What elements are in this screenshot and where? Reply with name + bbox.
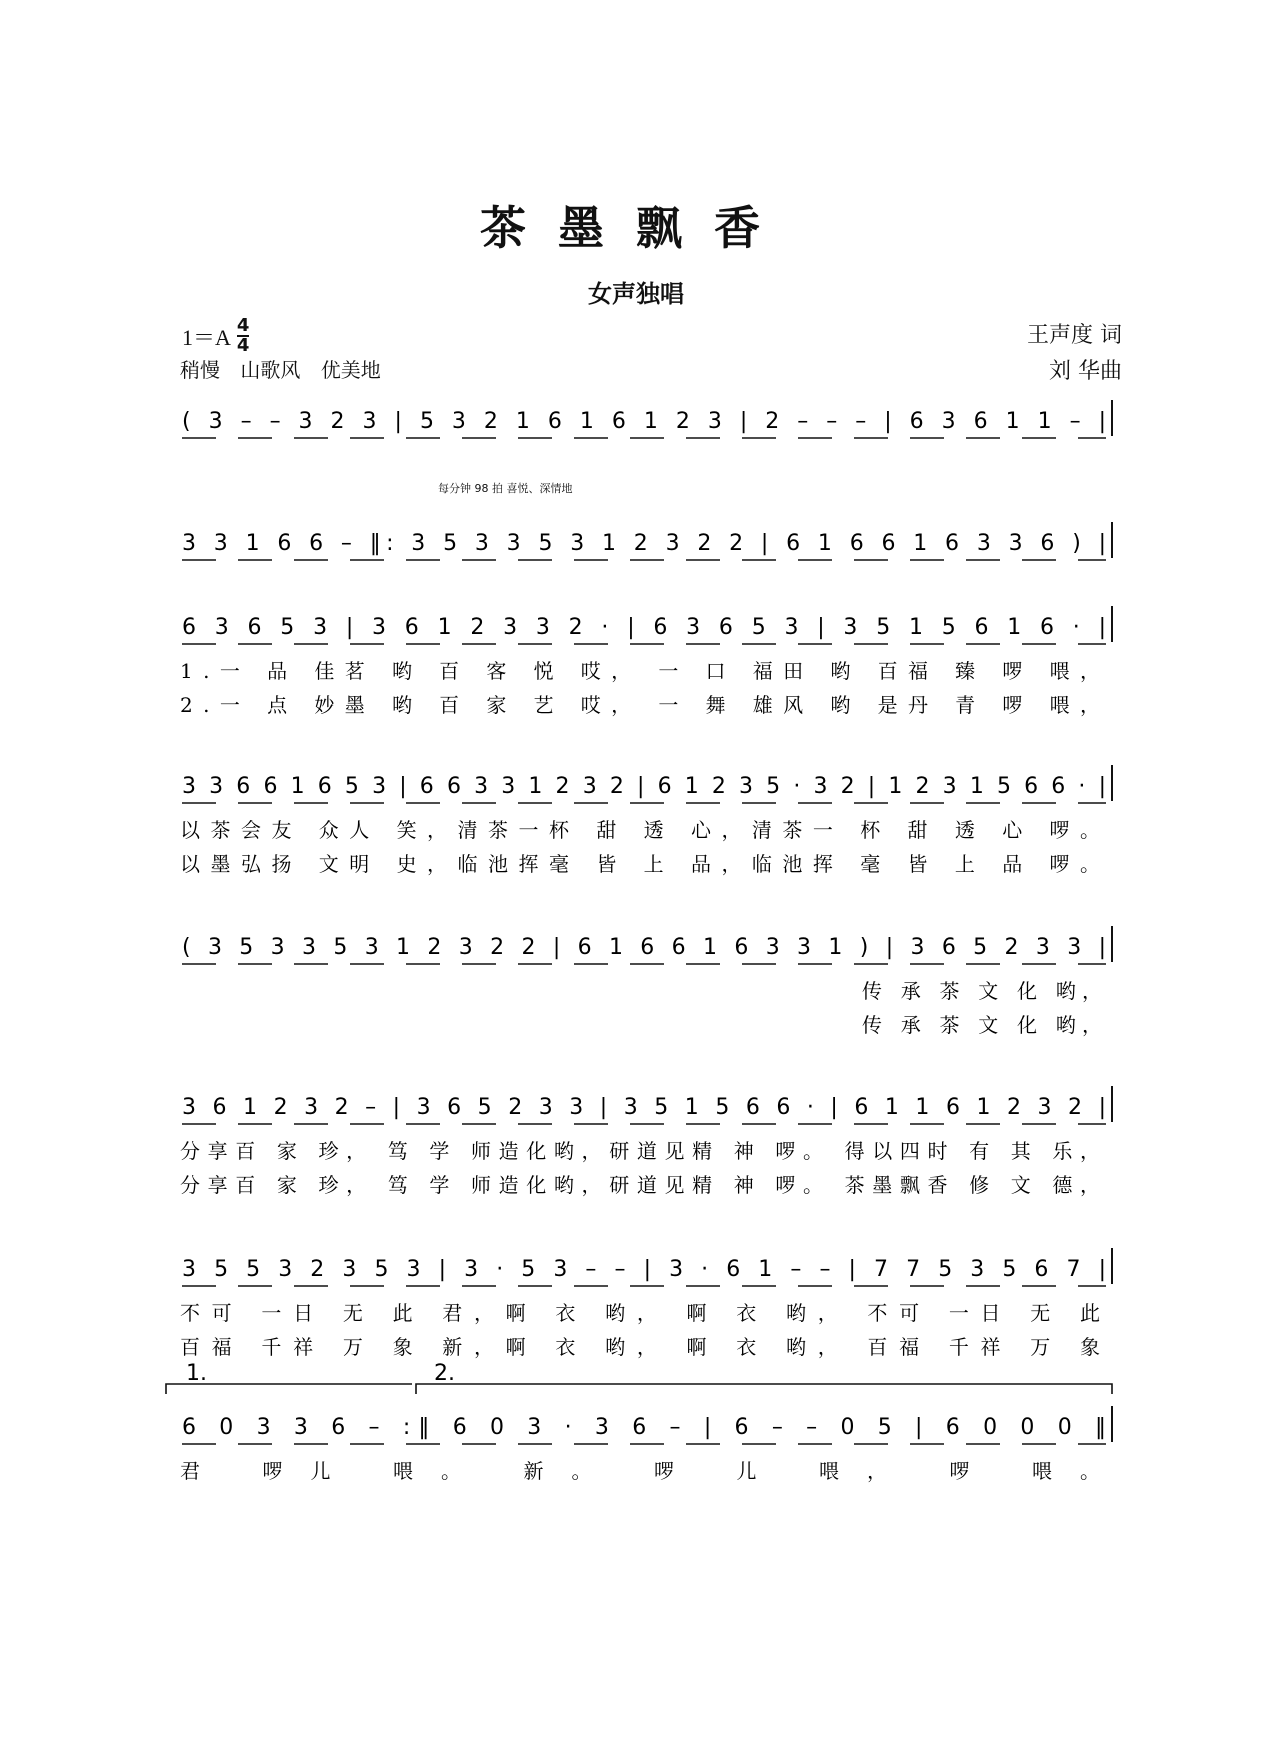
tempo-expression: 稍慢 山歌风 优美地: [180, 358, 381, 382]
tempo-mark: 每分钟 98 拍 喜悦、深情地: [438, 482, 573, 495]
lyric-line: 1.一 品 佳茗 哟 百 客 悦 哎， 一 口 福田 哟 百福 臻 啰 喂，: [180, 659, 1100, 683]
notation-line: 3 3 6 6 1 6 5 3 | 6 6 3 3 1 2 3 2 | 6 1 2 3 5 · 3 2 | 1 2 3 1 5 6 6 · |: [182, 774, 1106, 799]
notation-line: 3 3 1 6 6 – ‖: 3 5 3 3 5 3 1 2 3 2 2 | 6 1 6 6 1 6 3 3 6 ) |: [182, 531, 1106, 556]
lyric-line: 以茶会友 众人 笑，清茶一杯 甜 透 心，清茶一 杯 甜 透 心 啰。: [180, 818, 1101, 842]
lyric-line: 分享百 家 珍， 笃 学 师造化哟，研道见精 神 啰。 得以四时 有 其 乐，: [180, 1139, 1100, 1163]
lyric-line: 不可 一日 无 此 君，啊 衣 哟， 啊 衣 哟， 不可 一日 无 此: [180, 1301, 1101, 1325]
score-system: [180, 606, 1112, 717]
notation-line: ( 3 5 3 3 5 3 1 2 3 2 2 | 6 1 6 6 1 6 3 3 1 ) | 3 6 5 2 3 3 |: [182, 935, 1106, 960]
lyric-line: 2.一 点 妙墨 哟 百 家 艺 哎， 一 舞 雄风 哟 是丹 青 啰 喂，: [180, 693, 1100, 717]
score-system: [182, 926, 1112, 1037]
lyric-line: 传 承 茶 文 化 哟，: [862, 979, 1102, 1003]
score-system: [182, 522, 1112, 560]
score-system: [180, 1248, 1112, 1359]
time-signature-top: 4: [236, 315, 250, 336]
notation-line: 3 5 5 3 2 3 5 3 | 3 · 5 3 – – | 3 · 6 1 – – | 7 7 5 3 5 6 7 |: [182, 1257, 1107, 1282]
volta-bracket-2: [416, 1384, 1112, 1394]
song-title: 茶墨飘香: [480, 201, 792, 255]
key-label: 1＝A: [182, 324, 231, 350]
lyricist-credit: 王声度 词: [1027, 323, 1122, 348]
score-system: [182, 400, 1112, 438]
volta-label-2: 2.: [434, 1361, 455, 1386]
score-system: [180, 1086, 1112, 1197]
notation-line: 6 0 3 3 6 – :‖ 6 0 3 · 3 6 – | 6 – – 0 5 | 6 0 0 0 ‖: [182, 1415, 1106, 1440]
lyric-line: 君 啰儿 喂。 新。 啰 儿 喂， 啰 喂。: [180, 1459, 1100, 1483]
score-system: [180, 765, 1112, 876]
volta-label-1: 1.: [186, 1361, 207, 1386]
lyric-line: 分享百 家 珍， 笃 学 师造化哟，研道见精 神 啰。 茶墨飘香 修 文 德，: [180, 1173, 1100, 1197]
lyric-line: 传 承 茶 文 化 哟，: [862, 1013, 1102, 1037]
score-system: [166, 1361, 1112, 1483]
notation-line: ( 3 – – 3 2 3 | 5 3 2 1 6 1 6 1 2 3 | 2 – – – | 6 3 6 1 1 – |: [182, 409, 1106, 434]
lyric-line: 以墨弘扬 文明 史，临池挥毫 皆 上 品，临池挥 毫 皆 上 品 啰。: [180, 852, 1101, 876]
composer-credit: 刘 华曲: [1049, 359, 1122, 384]
notation-line: 3 6 1 2 3 2 – | 3 6 5 2 3 3 | 3 5 1 5 6 6 · | 6 1 1 6 1 2 3 2 |: [182, 1095, 1106, 1120]
time-signature-bottom: 4: [236, 335, 250, 356]
lyric-line: 百福 千祥 万 象 新，啊 衣 哟， 啊 衣 哟， 百福 千祥 万 象: [180, 1335, 1101, 1359]
notation-line: 6 3 6 5 3 | 3 6 1 2 3 3 2 · | 6 3 6 5 3 | 3 5 1 5 6 1 6 · |: [182, 615, 1107, 640]
song-subtitle: 女声独唱: [588, 280, 684, 308]
